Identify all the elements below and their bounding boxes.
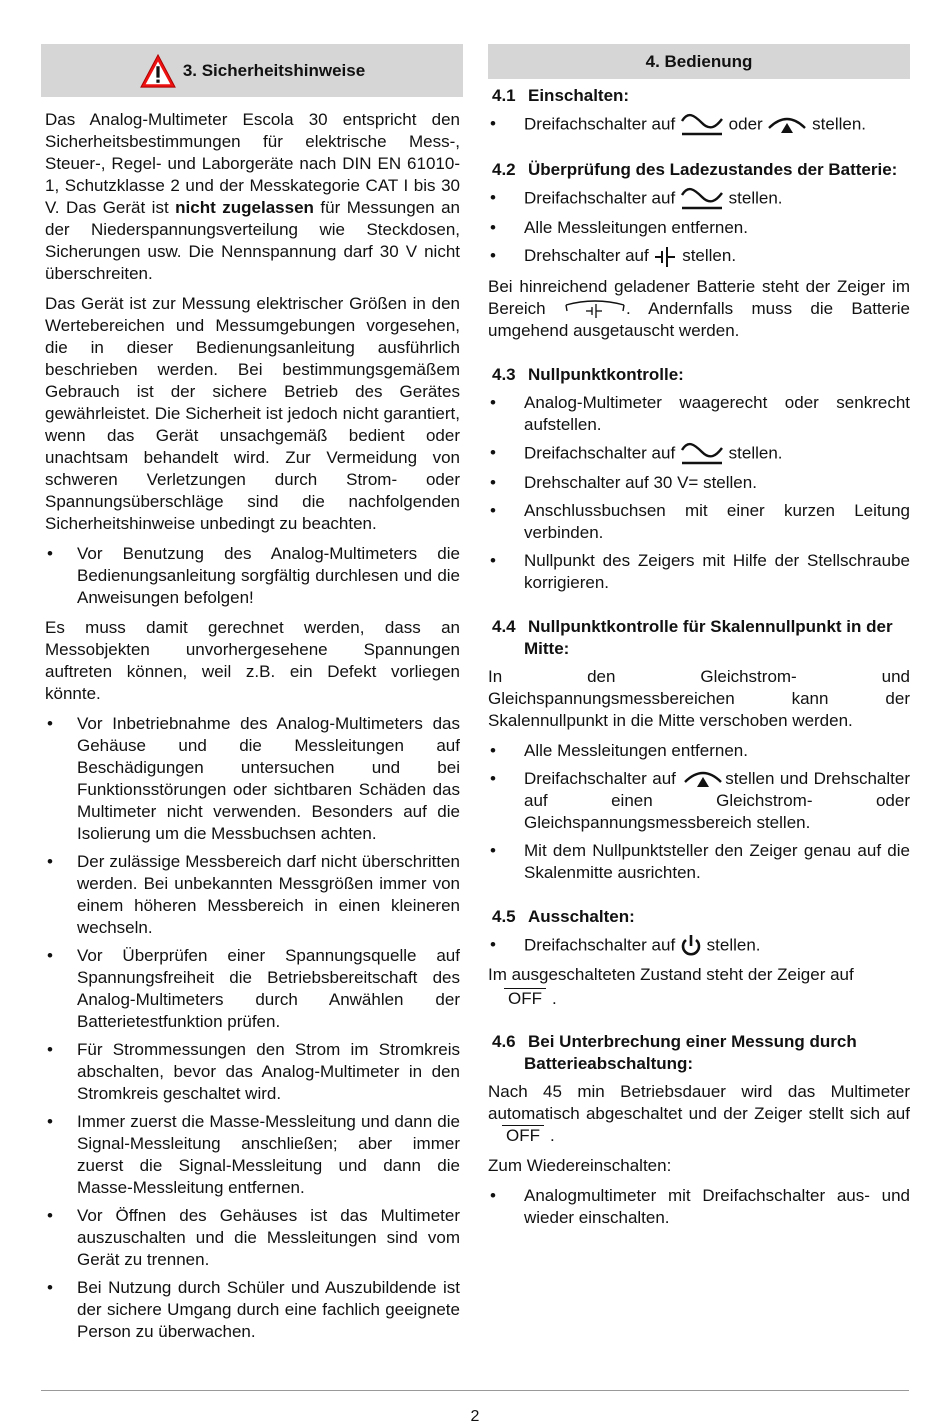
heading-4-5: 4.5 Ausschalten:: [492, 907, 635, 927]
off-indicator: OFF .: [488, 988, 910, 1009]
operation-column: [488, 44, 910, 1237]
power-icon: [680, 934, 702, 958]
list-item: • Alle Messleitungen entfernen.: [488, 740, 910, 762]
page-number: 2: [470, 1408, 480, 1425]
list-item: • Drehschalter auf 30 V= stellen.: [488, 472, 910, 494]
heading-4-3: 4.3 Nullpunktkontrolle:: [492, 364, 684, 384]
list-item: • Analogmultimeter mit Dreifachschalter aus- und wieder einschalten.: [488, 1185, 910, 1229]
safety-column: [41, 44, 463, 1351]
list-4-1: [488, 113, 910, 137]
list-item: • Dreifachschalter auf stellen.: [488, 934, 910, 958]
list-item: • Immer zuerst die Masse-Messleitung und dann die Signal-Messleitung anschließen; aber immer zuerst die Signal-Messleitung und dann die Masse-Messleitung entfernen.: [41, 1111, 463, 1199]
list-item: • Analog-Multimeter waagerecht oder senkrecht aufstellen.: [488, 392, 910, 436]
heading-4-1: 4.1 Einschalten:: [492, 86, 630, 105]
list-item: • Dreifachschalter auf stellen und Drehschalter auf einen Gleichstrom- oder Gleichspannungsmessbereich stellen.: [488, 768, 910, 835]
ac-wave-icon: [680, 113, 724, 137]
zero-center-paragraph: In den Gleichstrom- und Gleichspannungsmessbereichen kann der Skalennullpunkt in die Mitte verschoben werden.: [488, 666, 910, 730]
list-item: • Dreifachschalter auf stellen.: [488, 187, 910, 211]
battery-range-icon: [564, 299, 626, 319]
ac-wave-icon: [680, 442, 724, 466]
section-banner-safety: [41, 44, 463, 97]
list-4-5: [488, 934, 910, 958]
warning-triangle-icon: [139, 52, 177, 90]
ac-wave-icon: [680, 187, 724, 211]
voltage-paragraph: Es muss damit gerechnet werden, dass an Messobjekten unvorhergesehene Spannungen auftreten können, weil z.B. ein Defekt vorliegen könnte.: [45, 618, 460, 703]
off-state-paragraph: Im ausgeschalteten Zustand steht der Zeiger auf: [488, 965, 854, 985]
list-item: • Der zulässige Messbereich darf nicht überschritten werden. Bei unbekannten Messgrößen immer von einem höheren Messbereich in einen kleineren wechseln.: [41, 851, 463, 939]
list-item: • Vor Inbetriebnahme des Analog-Multimeters das Gehäuse und die Messleitungen auf Beschädigungen untersuchen und bei Funktionsstörungen oder sichtbaren Schäden das Multimeter nicht verwenden. Besonders auf die Isolierung um die Messbuchsen achten.: [41, 713, 463, 845]
section-title: 4. Bedienung: [645, 51, 753, 71]
list-item: • Alle Messleitungen entfernen.: [488, 217, 910, 239]
list-4-6: [488, 1185, 910, 1229]
list-item: • Nullpunkt des Zeigers mit Hilfe der Stellschraube korrigieren.: [488, 550, 910, 594]
section-banner-operation: [488, 44, 910, 79]
list-item: • Bei Nutzung durch Schüler und Auszubildende ist der sichere Umgang durch eine fachlich geeignete Person zu überwachen.: [41, 1277, 463, 1343]
heading-4-2: 4.2 Überprüfung des Ladezustandes der Batterie:: [492, 160, 898, 179]
battery-icon: [653, 246, 677, 268]
list-item: • Anschlussbuchsen mit einer kurzen Leitung verbinden.: [488, 500, 910, 544]
list-4-3: [488, 392, 910, 594]
heading-4-6: 4.6 Bei Unterbrechung einer Messung durch Batterieabschaltung:: [492, 1032, 857, 1074]
list-item: • Vor Öffnen des Gehäuses ist das Multimeter auszuschalten und die Messleitungen sind vom Gerät zu trennen.: [41, 1205, 463, 1271]
restart-paragraph: Zum Wiedereinschalten:: [488, 1156, 672, 1176]
intro-paragraph: Das Analog-Multimeter Escola 30 entspricht den Sicherheitsbestimmungen für elektrische Mess-, Steuer-, Regel- und Laborgeräte nach DIN EN 61010-1, Schutzklasse 2 und der Messkategorie CAT I bis 30 V. Das Gerät ist nicht zugelassen für Messungen an der Niederspannungsverteilung wie Steckdosen, Sicherungen usw. Die Nennspannung darf 30 V nicht überschreiten.: [45, 110, 460, 283]
section-title: 3. Sicherheitshinweise: [182, 60, 366, 80]
list-item: • Vor Überprüfen einer Spannungsquelle auf Spannungsfreiheit die Betriebsbereitschaft des Analog-Multimeters durch Anwählen der Batterietestfunktion prüfen.: [41, 945, 463, 1033]
list-4-4: [488, 740, 910, 885]
battery-paragraph: Bei hinreichend geladener Batterie steht der Zeiger im Bereich . Andernfalls muss die Batterie umgehend ausgetauscht werden.: [488, 276, 910, 340]
safety-list-2: [41, 713, 463, 1343]
center-zero-icon: [681, 768, 725, 790]
list-4-2: [488, 187, 910, 268]
list-item: • Dreifachschalter auf stellen.: [488, 442, 910, 466]
list-item: • Für Strommessungen den Strom im Stromkreis abschalten, bevor das Analog-Multimeter in den Stromkreis geschaltet wird.: [41, 1039, 463, 1105]
off-scale-label: OFF: [502, 1125, 544, 1146]
list-item: • Drehschalter auf stellen.: [488, 245, 910, 268]
center-zero-icon: [767, 114, 807, 136]
footer-divider: [41, 1390, 909, 1391]
off-scale-label: OFF: [504, 988, 546, 1009]
auto-off-paragraph: Nach 45 min Betriebsdauer wird das Multimeter automatisch abgeschaltet und der Zeiger stellt sich aufOFF .: [488, 1082, 910, 1146]
list-item: • Dreifachschalter auf oder stellen.: [488, 113, 910, 137]
list-item: • Mit dem Nullpunktsteller den Zeiger genau auf die Skalenmitte ausrichten.: [488, 840, 910, 884]
safety-list-1: [41, 543, 463, 609]
list-item: • Vor Benutzung des Analog-Multimeters die Bedienungsanleitung sorgfältig durchlesen und die Anweisungen befolgen!: [41, 543, 463, 609]
usage-paragraph: Das Gerät ist zur Messung elektrischer Größen in den Wertebereichen und Messumgebungen vorgesehen, die in dieser Bedienungsanleitung ausführlich beschrieben werden. Bei bestimmungsgemäßem Gebrauch ist der sichere Betrieb des Gerätes gewährleistet. Die Sicherheit ist jedoch nicht garantiert, wenn das Gerät unsachgemäß bedient oder unachtsam behandelt wird. Zur Vermeidung von schweren Verletzungen durch Strom- oder Spannungsüberschläge sind die nachfolgenden Sicherheitshinweise unbedingt zu beachten.: [45, 294, 460, 533]
heading-4-4: 4.4 Nullpunktkontrolle für Skalennullpunkt in der Mitte:: [492, 616, 893, 658]
